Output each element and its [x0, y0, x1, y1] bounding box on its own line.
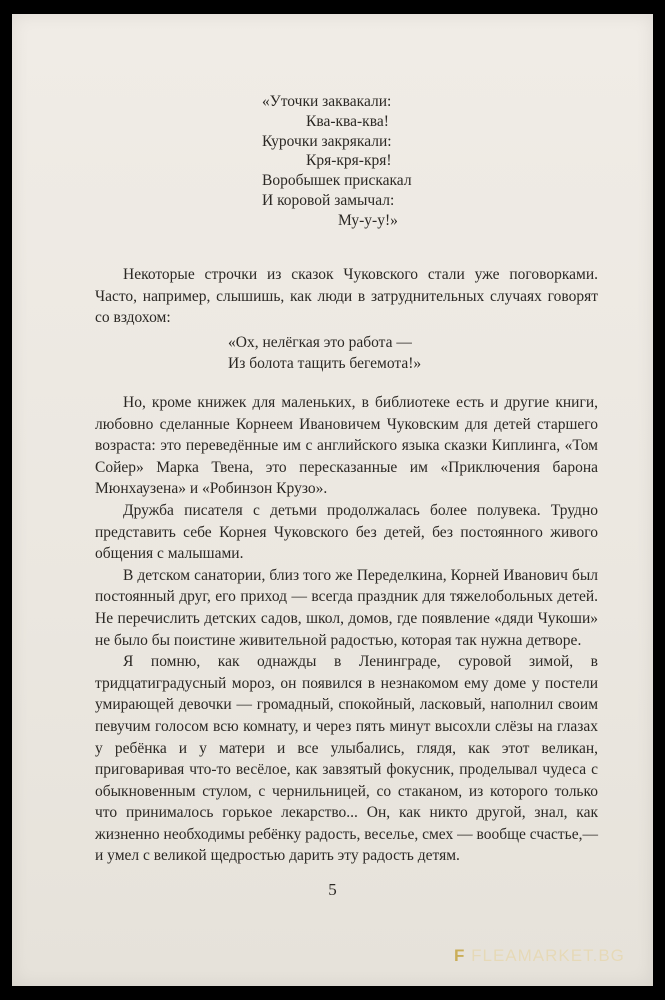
poem-hippo-verse — [228, 332, 508, 374]
book-page — [12, 14, 653, 986]
poem-line: Воробышек прискакал — [262, 172, 412, 190]
poem-line: И коровой замычал: — [262, 191, 395, 209]
poem-line: Му-у-у!» — [338, 211, 398, 229]
poem-line: «Ох, нелёгкая это работа — — [228, 334, 412, 351]
poem-line: Из болота тащить бегемота!» — [228, 355, 422, 372]
poem-line: Ква-ква-ква! — [306, 112, 389, 130]
text-block-1 — [95, 264, 598, 329]
poem-line: Курочки закрякали: — [262, 132, 392, 150]
paragraph: В детском санатории, близ того же Переделкина, Корней Иванович был постоянный друг, его приход — всегда праздник для тяжелобольных детей. Не перечислить детских садов, школ, домов, где появление «дяди Чукоши» не было бы поистине живительной радостью, которая так нужна детворе. — [95, 566, 598, 649]
watermark — [454, 946, 625, 966]
text-block-2 — [95, 392, 598, 867]
paragraph: Некоторые строчки из сказок Чуковского стали уже поговорками. Часто, например, слышишь, как люди в затруднительных случаях говорят со вздохом: — [95, 266, 598, 327]
page-number: 5 — [328, 880, 337, 899]
watermark-letter: F — [454, 946, 466, 965]
paragraph: Но, кроме книжек для маленьких, в библиотеке есть и другие книги, любовно сделанные Корнеем Ивановичем Чуковским для детей старшего возраста: это переведённые им с английского языка сказки Киплинга, «Том Сойер» Марка Твена, это пересказанные им «Приключения барона Мюнхаузена» и «Робинзон Крузо». — [95, 394, 598, 498]
poem-duck-verse — [262, 92, 482, 231]
paragraph: Дружба писателя с детьми продолжалась более полувека. Трудно представить себе Корнея Чуковского без детей, без постоянного живого общения с малышами. — [95, 501, 598, 563]
poem-line: Кря-кря-кря! — [306, 152, 392, 170]
paragraph: Я помню, как однажды в Ленинграде, суровой зимой, в тридцатиградусный мороз, он появился в незнакомом ему доме у постели умирающей девочки — громадный, спокойный, ласковый, наполнил своим певучим голосом всю комнату, и через пять минут высохли слёзы на глазах у ребёнка и у матери и все улыбались, глядя, как этот великан, приговаривая что-то весёлое, как завзятый фокусник, проделывал чудеса с обыкновенным стулом, с чернильницей, со стаканом, из которого только что принималось горькое лекарство... Он, как никто другой, знал, как жизненно необходимы ребёнку радость, веселье, смех — вообще счастье,— и умел с великой щедростью дарить эту радость детям. — [95, 653, 598, 865]
watermark-text: FLEAMARKET.BG — [471, 946, 625, 965]
poem-line: «Уточки заквакали: — [262, 93, 392, 110]
